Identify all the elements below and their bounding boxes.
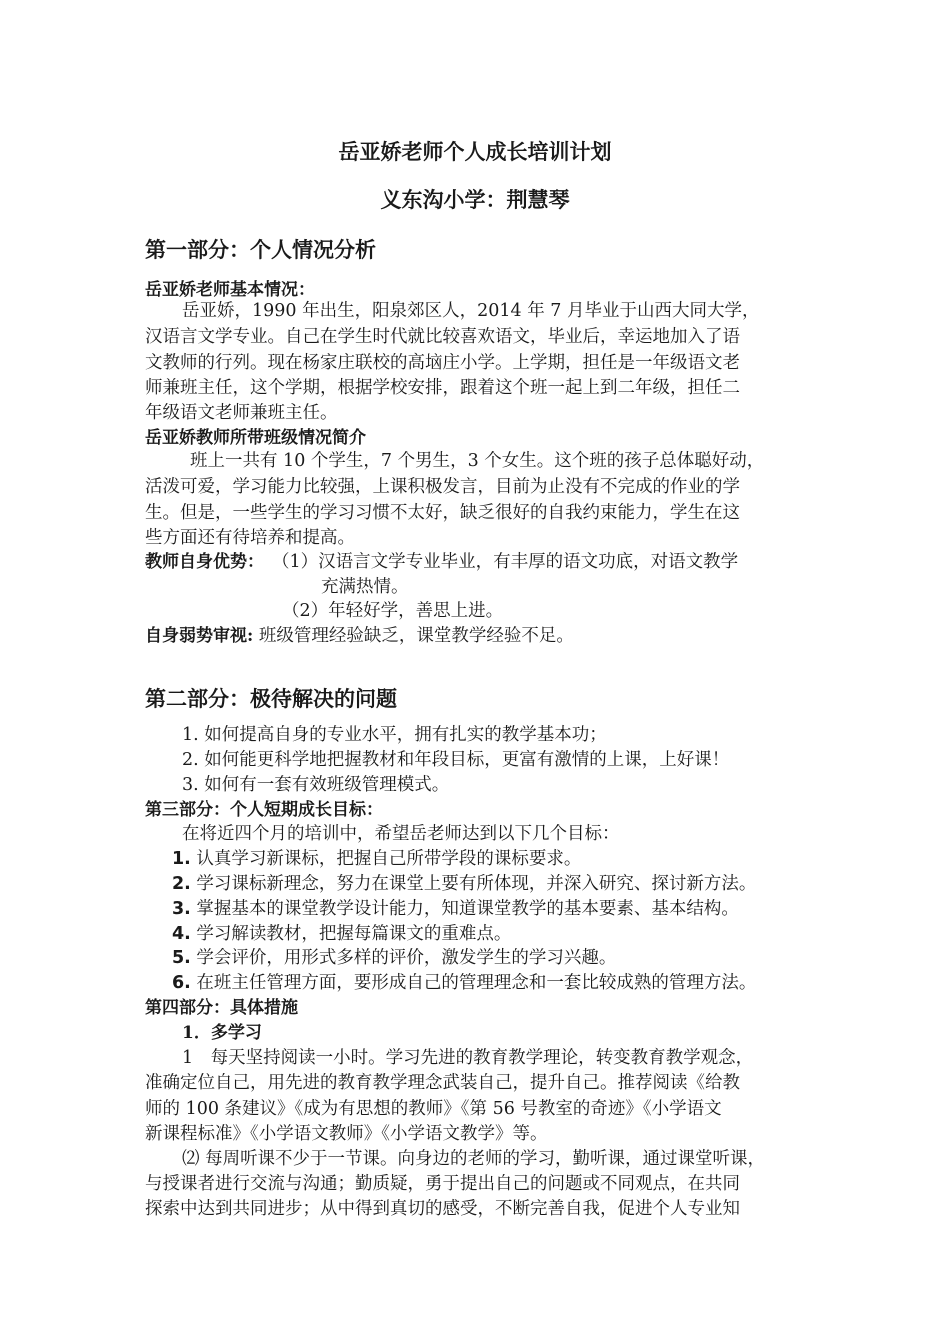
goal-item xyxy=(172,922,511,946)
advantage-item: （2）年轻好学，善思上进。 xyxy=(282,601,504,621)
basic-info-line: 岳亚娇，1990 年出生，阳泉郊区人，2014 年 7 月毕业于山西大同大学， xyxy=(182,301,760,321)
basic-info-line: 师兼班主任，这个学期，根据学校安排，跟着这个班一起上到二年级，担任二 xyxy=(145,378,740,398)
goal-text: 学会评价，用形式多样的评价，激发学生的学习兴趣。 xyxy=(196,948,617,968)
goal-text: 学习解读教材，把握每篇课文的重难点。 xyxy=(196,924,512,944)
goal-number: 3. xyxy=(172,899,191,919)
goal-number: 2. xyxy=(172,874,191,894)
document-subtitle: 义东沟小学：荆慧琴 xyxy=(380,187,570,212)
goal-item xyxy=(172,971,756,995)
advantage-label: 教师自身优势： xyxy=(145,552,264,572)
measure-paragraph-line: 探索中达到共同进步；从中得到真切的感受，不断完善自我，促进个人专业知 xyxy=(145,1199,740,1219)
basic-info-heading: 岳亚娇老师基本情况： xyxy=(145,280,315,300)
goal-item xyxy=(172,946,616,970)
class-info-line: 班上一共有 10 个学生，7 个男生，3 个女生。这个班的孩子总体聪好动， xyxy=(190,451,765,471)
basic-info-line: 年级语文老师兼班主任。 xyxy=(145,403,338,423)
goal-number: 4. xyxy=(172,924,191,944)
goal-item xyxy=(172,847,581,871)
advantage-item-continued: 充满热情。 xyxy=(321,577,409,597)
measure-paragraph-line: 新课程标准》《小学语文教师》《小学语文教学》等。 xyxy=(145,1124,548,1144)
basic-info-line: 汉语言文学专业。自己在学生时代就比较喜欢语文，毕业后，幸运地加入了语 xyxy=(145,327,740,347)
measure-paragraph-line: 与授课者进行交流与沟通；勤质疑，勇于提出自己的问题或不同观点，在共同 xyxy=(145,1174,740,1194)
weakness-label: 自身弱势审视: xyxy=(145,626,254,646)
goal-text: 掌握基本的课堂教学设计能力，知道课堂教学的基本要素、基本结构。 xyxy=(196,899,739,919)
basic-info-line: 文教师的行列。现在杨家庄联校的高垴庄小学。上学期，担任是一年级语文老 xyxy=(145,353,740,373)
document-title: 岳亚娇老师个人成长培训计划 xyxy=(338,139,612,164)
part3-heading: 第三部分：个人短期成长目标： xyxy=(145,800,383,820)
weakness-text: 班级管理经验缺乏，课堂教学经验不足。 xyxy=(253,626,574,646)
advantage-item: （1）汉语言文学专业毕业，有丰厚的语文功底，对语文教学 xyxy=(272,552,739,572)
measure-subheading: 1．多学习 xyxy=(182,1023,262,1043)
goal-number: 1. xyxy=(172,849,191,869)
goal-item xyxy=(172,897,739,921)
weakness-line xyxy=(145,624,574,648)
goal-text: 学习课标新理念，努力在课堂上要有所体现，并深入研究、探讨新方法。 xyxy=(196,874,757,894)
measure-paragraph-line: 师的 100 条建议》《成为有思想的教师》《第 56 号教室的奇迹》《小学语文 xyxy=(145,1099,722,1119)
measure-paragraph-line: 1 每天坚持阅读一小时。学习先进的教育教学理论，转变教育教学观念， xyxy=(182,1048,754,1068)
problem-item: 2. 如何能更科学地把握教材和年段目标，更富有激情的上课，上好课！ xyxy=(182,750,730,770)
goal-text: 在班主任管理方面，要形成自己的管理理念和一套比较成熟的管理方法。 xyxy=(196,973,757,993)
problem-item: 3. 如何有一套有效班级管理模式。 xyxy=(182,775,450,795)
goal-text: 认真学习新课标，把握自己所带学段的课标要求。 xyxy=(196,849,582,869)
class-info-line: 生。但是，一些学生的学习习惯不太好，缺乏很好的自我约束能力，学生在这 xyxy=(145,503,740,523)
goal-number: 6. xyxy=(172,973,191,993)
goals-intro: 在将近四个月的培训中，希望岳老师达到以下几个目标： xyxy=(182,824,620,844)
goal-number: 5. xyxy=(172,948,191,968)
class-info-heading: 岳亚娇教师所带班级情况简介 xyxy=(145,428,366,448)
class-info-line: 些方面还有待培养和提高。 xyxy=(145,528,355,548)
problem-item: 1. 如何提高自身的专业水平，拥有扎实的教学基本功； xyxy=(182,725,607,745)
goal-item xyxy=(172,872,756,896)
part4-heading: 第四部分：具体措施 xyxy=(145,998,298,1018)
part1-heading: 第一部分：个人情况分析 xyxy=(145,237,376,262)
class-info-line: 活泼可爱，学习能力比较强，上课积极发言，目前为止没有不完成的作业的学 xyxy=(145,477,740,497)
measure-paragraph-line: ⑵ 每周听课不少于一节课。向身边的老师的学习，勤听课，通过课堂听课， xyxy=(182,1149,766,1169)
part2-heading: 第二部分：极待解决的问题 xyxy=(145,686,397,711)
measure-paragraph-line: 准确定位自己，用先进的教育教学理念武装自己，提升自己。推荐阅读《给教 xyxy=(145,1073,740,1093)
